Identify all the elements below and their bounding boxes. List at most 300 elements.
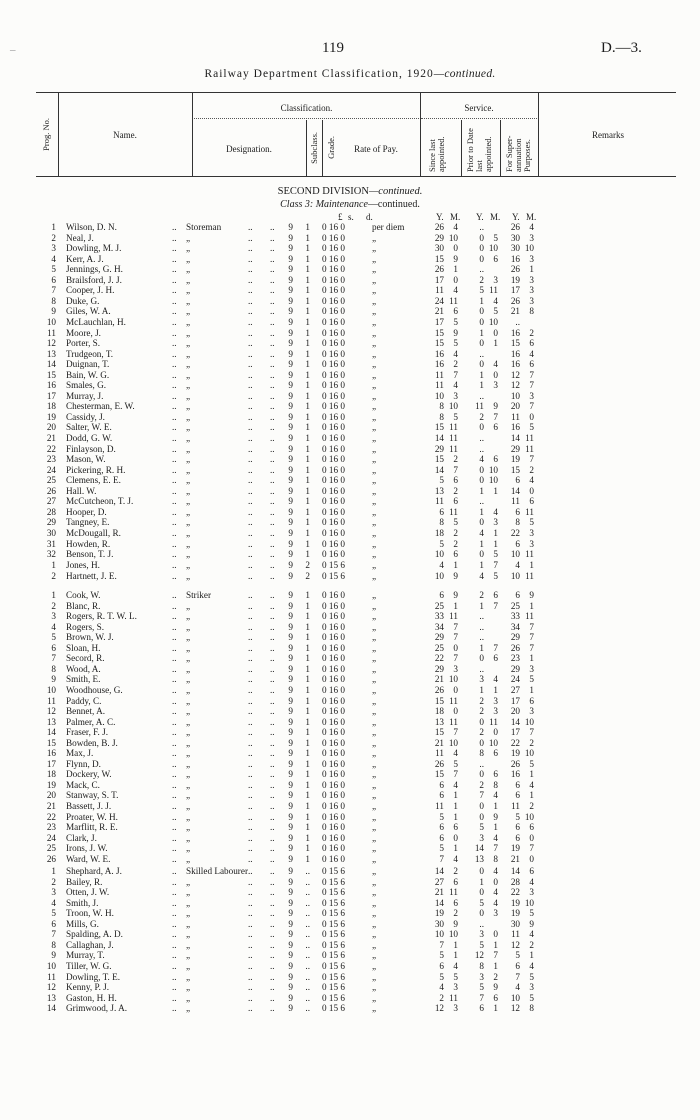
since-last-months: 5 (453, 517, 458, 528)
header-divider (461, 120, 462, 176)
designation: „ (186, 918, 191, 929)
since-last-years: 7 (439, 939, 444, 950)
grade: 1 (305, 464, 310, 475)
subclass: 9 (288, 843, 293, 854)
since-last-months: 7 (453, 621, 458, 632)
superannuation-years: 6 (515, 590, 520, 600)
prog-no: 2 (51, 570, 56, 581)
superannuation-months: 6 (529, 822, 534, 833)
prior-months: 11 (489, 285, 498, 296)
leader-dots: .. (172, 264, 177, 275)
since-last-months: 5 (453, 971, 458, 982)
employee-name: Hartnett, J. E. (66, 570, 117, 581)
leader-dots: .. (270, 570, 275, 581)
table-row (0, 306, 700, 316)
superannuation-years: 6 (515, 506, 520, 517)
grade: 1 (305, 706, 310, 717)
superannuation-months: 4 (529, 960, 534, 971)
rate-of-pay: 0 16 0 (322, 327, 345, 338)
grade: 1 (305, 369, 310, 380)
grade: 2 (305, 570, 310, 581)
leader-dots: .. (172, 316, 177, 327)
prior-years: 2 (479, 727, 484, 738)
superannuation-months: 7 (529, 369, 534, 380)
employee-name: Palmer, A. C. (66, 716, 116, 727)
employee-name: Clemens, E. E. (66, 475, 121, 486)
rate-of-pay: 0 16 0 (322, 496, 345, 507)
superannuation-years: 6 (515, 538, 520, 549)
employee-name: Mason, W. (66, 454, 106, 465)
prior-months: 10 (488, 243, 498, 254)
pay-period: „ (372, 727, 377, 738)
grade: 1 (305, 632, 310, 643)
superannuation-months: 0 (529, 411, 534, 422)
table-row (0, 401, 700, 411)
designation: „ (186, 475, 191, 486)
header-bottom-rule (36, 176, 676, 177)
leader-dots: .. (248, 908, 253, 919)
since-last-months: 5 (453, 411, 458, 422)
employee-name: Paddy, C. (66, 695, 102, 706)
prog-no: 20 (46, 790, 56, 801)
prior-years: 0 (479, 866, 484, 876)
prior-years: 0 (479, 359, 484, 370)
superannuation-years: 11 (511, 496, 520, 507)
rate-of-pay: 0 16 0 (322, 822, 345, 833)
prior-years: 7 (479, 790, 484, 801)
since-last-months: 5 (453, 338, 458, 349)
rate-of-pay: 0 16 0 (322, 600, 345, 611)
superannuation-years: 6 (515, 822, 520, 833)
pay-period: „ (372, 549, 377, 560)
rate-of-pay: 0 16 0 (322, 222, 345, 232)
table-row (0, 843, 700, 853)
rate-of-pay: 0 16 0 (322, 758, 345, 769)
rate-of-pay: 0 16 0 (322, 232, 345, 243)
prior-years: .. (479, 390, 484, 401)
superannuation-header: For Super-annuation Purposes. (504, 135, 532, 172)
since-last-months: 1 (453, 600, 458, 611)
pay-period: „ (372, 264, 377, 275)
rate-of-pay: 0 16 0 (322, 684, 345, 695)
designation: „ (186, 348, 191, 359)
prior-years: 4 (479, 527, 484, 538)
designation: „ (186, 443, 191, 454)
pay-period: „ (372, 897, 377, 908)
since-last-months: 1 (453, 811, 458, 822)
since-last-months: 10 (448, 401, 458, 412)
leader-dots: .. (172, 295, 177, 306)
superannuation-years: 14 (510, 866, 520, 876)
prior-years: 0 (479, 232, 484, 243)
leader-dots: .. (172, 929, 177, 940)
subclass: 9 (288, 769, 293, 780)
leader-dots: .. (248, 390, 253, 401)
leader-dots: .. (270, 876, 275, 887)
leader-dots: .. (248, 496, 253, 507)
grade: 1 (305, 811, 310, 822)
designation: „ (186, 274, 191, 285)
employee-name: Spalding, A. D. (66, 929, 123, 940)
superannuation-years: 22 (510, 737, 520, 748)
employee-name: Trudgeon, T. (66, 348, 114, 359)
prog-no: 7 (51, 929, 56, 940)
leader-dots: .. (172, 950, 177, 961)
superannuation-months: 7 (529, 642, 534, 653)
table-row (0, 950, 700, 960)
grade: .. (305, 992, 310, 1003)
rate-of-pay: 0 16 0 (322, 663, 345, 674)
prog-no: 13 (46, 716, 56, 727)
designation: „ (186, 939, 191, 950)
prior-years: .. (479, 443, 484, 454)
prior-years: .. (479, 433, 484, 443)
designation: Storeman (186, 222, 222, 232)
leader-dots: .. (270, 411, 275, 422)
grade: .. (305, 929, 310, 940)
subclass: 9 (288, 642, 293, 653)
since-last-months: 1 (453, 560, 458, 570)
superannuation-months: 1 (529, 264, 534, 275)
prior-months: 4 (493, 866, 498, 876)
subclass: 9 (288, 232, 293, 243)
since-last-months: 5 (453, 758, 458, 769)
subclass: 9 (288, 758, 293, 769)
subclass: 9 (288, 653, 293, 664)
prog-no: 9 (51, 674, 56, 685)
superannuation-months: 3 (529, 706, 534, 717)
pay-period: „ (372, 853, 377, 864)
superannuation-months: 2 (529, 464, 534, 475)
since-last-months: 4 (453, 748, 458, 759)
designation: „ (186, 992, 191, 1003)
designation: „ (186, 727, 191, 738)
since-last-years: 15 (434, 769, 444, 780)
leader-dots: .. (248, 570, 253, 581)
superannuation-months: 7 (529, 380, 534, 391)
pay-period: „ (372, 918, 377, 929)
pay-period: „ (372, 295, 377, 306)
prior-years: 0 (479, 549, 484, 560)
grade: 1 (305, 674, 310, 685)
grade: 1 (305, 590, 310, 600)
rate-of-pay: 0 16 0 (322, 369, 345, 380)
since-last-months: 7 (453, 653, 458, 664)
employee-name: Bain, W. G. (66, 369, 110, 380)
prior-years: .. (479, 621, 484, 632)
prior-months: 4 (493, 832, 498, 843)
leader-dots: .. (172, 611, 177, 622)
superannuation-months: 3 (529, 982, 534, 993)
designation: „ (186, 971, 191, 982)
prior-months: 5 (493, 549, 498, 560)
superannuation-years: 21 (510, 306, 520, 317)
prior-years: .. (479, 348, 484, 359)
leader-dots: .. (172, 684, 177, 695)
since-last-months: 7 (453, 727, 458, 738)
table-row (0, 380, 700, 390)
rate-of-pay: 0 15 6 (322, 982, 345, 993)
leader-dots: .. (172, 887, 177, 898)
since-last-years: 11 (435, 369, 444, 380)
since-last-years: 11 (435, 380, 444, 391)
unit-pence: d. (366, 212, 373, 222)
table-row (0, 454, 700, 464)
rate-of-pay: 0 16 0 (322, 737, 345, 748)
designation: „ (186, 380, 191, 391)
rate-of-pay: 0 16 0 (322, 674, 345, 685)
prior-to-last-appointed-header: Prior to Date last appointed. (465, 128, 493, 172)
superannuation-months: 4 (529, 779, 534, 790)
pay-period: „ (372, 822, 377, 833)
employee-name: Mack, C. (66, 779, 100, 790)
employee-name: Kenny, P. J. (66, 982, 110, 993)
subclass: 9 (288, 538, 293, 549)
designation: „ (186, 549, 191, 560)
prior-months: 9 (493, 401, 498, 412)
designation: „ (186, 642, 191, 653)
superannuation-months: 1 (529, 790, 534, 801)
table-row (0, 748, 700, 758)
since-last-years: 33 (434, 611, 444, 622)
superannuation-months: 7 (529, 727, 534, 738)
prior-years: 5 (479, 982, 484, 993)
since-last-years: 15 (434, 695, 444, 706)
table-row (0, 769, 700, 779)
superannuation-years: 12 (510, 1003, 520, 1014)
subclass: 9 (288, 971, 293, 982)
rate-of-pay: 0 16 0 (322, 769, 345, 780)
leader-dots: .. (270, 853, 275, 864)
superannuation-months: 8 (529, 306, 534, 317)
prior-months: 6 (493, 253, 498, 264)
prior-months: 6 (493, 454, 498, 465)
prog-no: 2 (51, 232, 56, 243)
superannuation-months: 1 (529, 560, 534, 570)
employee-name: Dodd, G. W. (66, 433, 113, 443)
pay-period: „ (372, 632, 377, 643)
since-last-months: 9 (453, 327, 458, 338)
leader-dots: .. (248, 663, 253, 674)
table-row (0, 507, 700, 517)
superannuation-years: 17 (510, 695, 520, 706)
table-row (0, 982, 700, 992)
name-header: Name. (113, 130, 137, 140)
prog-no: 1 (51, 590, 56, 600)
leader-dots: .. (270, 454, 275, 465)
prior-years: 1 (479, 485, 484, 496)
employee-name: Chesterman, E. W. (66, 401, 135, 412)
table-row (0, 465, 700, 475)
superannuation-months: 7 (529, 621, 534, 632)
leader-dots: .. (248, 369, 253, 380)
leader-dots: .. (248, 992, 253, 1003)
leader-dots: .. (248, 674, 253, 685)
leader-dots: .. (248, 695, 253, 706)
rate-of-pay: 0 16 0 (322, 790, 345, 801)
employee-name: Bailey, R. (66, 876, 103, 887)
designation: „ (186, 801, 191, 811)
since-last-years: 29 (434, 632, 444, 643)
superannuation-months: 0 (529, 832, 534, 843)
prog-no: 19 (46, 411, 56, 422)
leader-dots: .. (172, 992, 177, 1003)
pay-period: „ (372, 843, 377, 854)
designation: „ (186, 748, 191, 759)
since-last-years: 13 (434, 485, 444, 496)
prior-years: 0 (479, 475, 484, 486)
superannuation-years: 14 (510, 716, 520, 727)
leader-dots: .. (172, 971, 177, 982)
employee-name: Rogers, S. (66, 621, 105, 632)
prior-years: 0 (479, 306, 484, 317)
prog-no: 30 (46, 527, 56, 538)
since-last-years: 7 (439, 853, 444, 864)
since-last-months: 1 (453, 264, 458, 275)
title-main: Railway Department Classification, 1920 (204, 68, 434, 80)
designation: „ (186, 982, 191, 993)
superannuation-years: 29 (510, 443, 520, 454)
table-row (0, 285, 700, 295)
superannuation-years: 26 (510, 642, 520, 653)
page-title (0, 68, 700, 80)
superannuation-years: 30 (510, 232, 520, 243)
designation: „ (186, 790, 191, 801)
table-row (0, 349, 700, 359)
since-last-months: 1 (453, 843, 458, 854)
header-divider (192, 92, 193, 176)
employee-name: Dockery, W. (66, 769, 112, 780)
superannuation-years: 27 (510, 684, 520, 695)
superannuation-years: 5 (515, 950, 520, 961)
leader-dots: .. (248, 982, 253, 993)
leader-dots: .. (270, 369, 275, 380)
prior-years: 1 (479, 538, 484, 549)
since-last-years: 10 (434, 549, 444, 560)
employee-name: Hall. W. (66, 485, 97, 496)
subclass: 9 (288, 454, 293, 465)
pay-period: „ (372, 801, 377, 811)
leader-dots: .. (270, 653, 275, 664)
superannuation-months: 10 (524, 748, 534, 759)
subclass: 9 (288, 274, 293, 285)
rate-of-pay: 0 16 0 (322, 801, 345, 811)
leader-dots: .. (248, 538, 253, 549)
leader-dots: .. (172, 600, 177, 611)
since-last-years: 11 (435, 748, 444, 759)
rate-of-pay: 0 16 0 (322, 295, 345, 306)
superannuation-months: 3 (529, 663, 534, 674)
pay-period: „ (372, 992, 377, 1003)
leader-dots: .. (270, 801, 275, 811)
prog-no: 31 (46, 538, 56, 549)
page-number: 119 (322, 40, 344, 56)
superannuation-months: 11 (525, 570, 534, 581)
designation: „ (186, 433, 191, 443)
prior-months: 1 (493, 527, 498, 538)
prior-years: 11 (475, 401, 484, 412)
prior-years: 2 (479, 411, 484, 422)
superannuation-months: 4 (529, 348, 534, 359)
prog-no: 32 (46, 549, 56, 560)
leader-dots: .. (248, 232, 253, 243)
employee-name: Fraser, F. J. (66, 727, 109, 738)
subclass: 9 (288, 960, 293, 971)
leader-dots: .. (172, 897, 177, 908)
subclass: 9 (288, 950, 293, 961)
leader-dots: .. (248, 411, 253, 422)
pay-period: „ (372, 422, 377, 433)
leader-dots: .. (172, 960, 177, 971)
leader-dots: .. (172, 306, 177, 317)
since-last-years: 10 (434, 929, 444, 940)
rate-of-pay: 0 15 6 (322, 992, 345, 1003)
employee-name: Troon, W. H. (66, 908, 114, 919)
since-last-months: 11 (449, 992, 458, 1003)
leader-dots: .. (172, 843, 177, 854)
since-last-months: 6 (453, 306, 458, 317)
superannuation-years: 25 (510, 600, 520, 611)
superannuation-years: 29 (510, 632, 520, 643)
pay-period: „ (372, 674, 377, 685)
since-last-years: 15 (434, 327, 444, 338)
rate-of-pay: 0 16 0 (322, 285, 345, 296)
leader-dots: .. (248, 316, 253, 327)
superannuation-months: 0 (529, 853, 534, 864)
prior-months: 2 (493, 971, 498, 982)
header-divider (306, 120, 307, 176)
grade: 1 (305, 475, 310, 486)
employee-name: Gaston, H. H. (66, 992, 117, 1003)
leader-dots: .. (248, 433, 253, 443)
employee-name: Shephard, A. J. (66, 866, 122, 876)
subclass: 9 (288, 285, 293, 296)
grade: 1 (305, 790, 310, 801)
since-last-months: 11 (449, 506, 458, 517)
leader-dots: .. (172, 443, 177, 454)
pay-period: „ (372, 496, 377, 507)
superannuation-years: 6 (515, 960, 520, 971)
since-last-months: 10 (448, 737, 458, 748)
superannuation-years: 5 (515, 811, 520, 822)
leader-dots: .. (172, 338, 177, 349)
table-row (0, 632, 700, 642)
superannuation-months: 7 (529, 843, 534, 854)
designation: „ (186, 285, 191, 296)
leader-dots: .. (172, 866, 177, 876)
pay-period: „ (372, 887, 377, 898)
pay-period: „ (372, 706, 377, 717)
leader-dots: .. (172, 832, 177, 843)
table-row (0, 338, 700, 348)
leader-dots: .. (248, 866, 253, 876)
grade: 1 (305, 274, 310, 285)
pay-period: „ (372, 243, 377, 254)
since-last-months: 4 (453, 380, 458, 391)
superannuation-years: 23 (510, 653, 520, 664)
subclass: 9 (288, 939, 293, 950)
leader-dots: .. (248, 769, 253, 780)
since-last-years: 25 (434, 642, 444, 653)
rate-of-pay: 0 16 0 (322, 485, 345, 496)
superannuation-years: 19 (510, 843, 520, 854)
employee-name: Proater, W. H. (66, 811, 118, 822)
rate-of-pay: 0 16 0 (322, 527, 345, 538)
leader-dots: .. (270, 253, 275, 264)
subclass: 9 (288, 306, 293, 317)
rate-of-pay: 0 16 0 (322, 642, 345, 653)
superannuation-years: 34 (510, 621, 520, 632)
